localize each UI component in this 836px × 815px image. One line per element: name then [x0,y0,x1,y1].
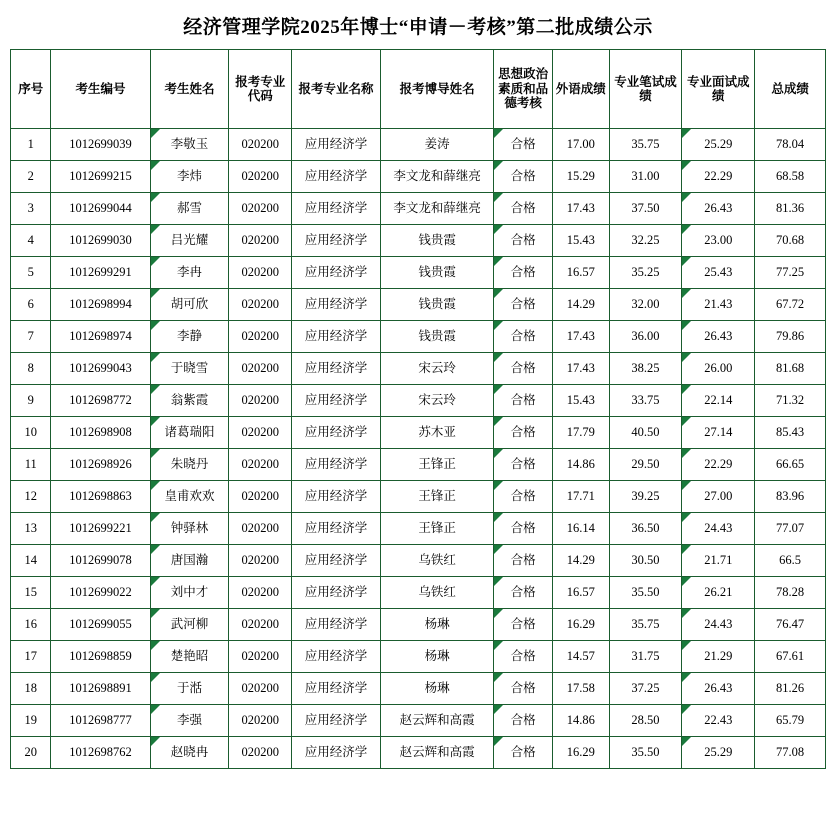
cell-written-exam-score: 39.25 [609,481,682,513]
cell-written-exam-score: 38.25 [609,353,682,385]
cell-total-score: 66.5 [755,545,826,577]
cell-total-score: 77.07 [755,513,826,545]
cell-candidate-name: 诸葛瑞阳 [150,417,229,449]
cell-advisor-name: 钱贵霞 [381,289,494,321]
cell-written-exam-score: 31.75 [609,641,682,673]
cell-index: 9 [11,385,51,417]
cell-index: 15 [11,577,51,609]
cell-major-code: 020200 [229,289,292,321]
cell-candidate-name: 楚艳昭 [150,641,229,673]
cell-major-code: 020200 [229,449,292,481]
cell-candidate-name: 钟驿林 [150,513,229,545]
cell-written-exam-score: 31.00 [609,161,682,193]
column-header-foreign-language-score: 外语成绩 [552,50,609,129]
table-row [11,161,826,193]
table-body [11,129,826,769]
grades-table [10,49,826,769]
cell-written-exam-score: 35.25 [609,257,682,289]
cell-written-exam-score: 29.50 [609,449,682,481]
table-row [11,545,826,577]
cell-index: 18 [11,673,51,705]
cell-advisor-name: 乌铁红 [381,577,494,609]
cell-major-name: 应用经济学 [292,609,381,641]
cell-index: 5 [11,257,51,289]
cell-ideology-check: 合格 [494,353,553,385]
cell-total-score: 77.25 [755,257,826,289]
cell-exam-number: 1012699078 [51,545,150,577]
cell-foreign-language-score: 16.29 [552,609,609,641]
cell-ideology-check: 合格 [494,705,553,737]
cell-written-exam-score: 37.25 [609,673,682,705]
cell-total-score: 71.32 [755,385,826,417]
cell-exam-number: 1012698891 [51,673,150,705]
cell-candidate-name: 刘中才 [150,577,229,609]
cell-written-exam-score: 40.50 [609,417,682,449]
cell-foreign-language-score: 14.29 [552,289,609,321]
cell-exam-number: 1012699221 [51,513,150,545]
cell-ideology-check: 合格 [494,737,553,769]
header-row [11,50,826,129]
column-header-interview-score: 专业面试成绩 [682,50,755,129]
cell-index: 17 [11,641,51,673]
cell-total-score: 81.68 [755,353,826,385]
table-row [11,257,826,289]
cell-major-code: 020200 [229,385,292,417]
cell-interview-score: 25.29 [682,737,755,769]
cell-foreign-language-score: 15.43 [552,225,609,257]
cell-written-exam-score: 35.75 [609,609,682,641]
cell-major-code: 020200 [229,513,292,545]
cell-index: 2 [11,161,51,193]
cell-exam-number: 1012699022 [51,577,150,609]
cell-total-score: 83.96 [755,481,826,513]
cell-major-code: 020200 [229,609,292,641]
cell-foreign-language-score: 17.71 [552,481,609,513]
cell-index: 3 [11,193,51,225]
cell-interview-score: 22.29 [682,161,755,193]
table-row [11,289,826,321]
cell-foreign-language-score: 16.29 [552,737,609,769]
cell-foreign-language-score: 15.29 [552,161,609,193]
cell-candidate-name: 武河柳 [150,609,229,641]
column-header-major-name: 报考专业名称 [292,50,381,129]
cell-total-score: 85.43 [755,417,826,449]
page-title: 经济管理学院2025年博士“申请－考核”第二批成绩公示 [183,17,653,38]
cell-written-exam-score: 36.50 [609,513,682,545]
cell-foreign-language-score: 17.43 [552,353,609,385]
cell-advisor-name: 钱贵霞 [381,321,494,353]
cell-candidate-name: 李敬玉 [150,129,229,161]
cell-interview-score: 25.43 [682,257,755,289]
cell-major-name: 应用经济学 [292,225,381,257]
cell-major-name: 应用经济学 [292,481,381,513]
cell-major-code: 020200 [229,225,292,257]
cell-exam-number: 1012698863 [51,481,150,513]
cell-advisor-name: 宋云玲 [381,385,494,417]
cell-candidate-name: 李强 [150,705,229,737]
cell-foreign-language-score: 14.29 [552,545,609,577]
cell-exam-number: 1012698762 [51,737,150,769]
cell-candidate-name: 翁紫霞 [150,385,229,417]
cell-total-score: 67.72 [755,289,826,321]
column-header-written-exam-score: 专业笔试成绩 [609,50,682,129]
table-row [11,673,826,705]
cell-exam-number: 1012698974 [51,321,150,353]
cell-advisor-name: 赵云辉和高霞 [381,737,494,769]
cell-total-score: 81.36 [755,193,826,225]
cell-written-exam-score: 32.00 [609,289,682,321]
cell-candidate-name: 朱晓丹 [150,449,229,481]
cell-exam-number: 1012698908 [51,417,150,449]
cell-candidate-name: 于湉 [150,673,229,705]
table-row [11,417,826,449]
table-row [11,449,826,481]
cell-foreign-language-score: 14.86 [552,705,609,737]
cell-ideology-check: 合格 [494,673,553,705]
cell-index: 19 [11,705,51,737]
column-header-candidate-name: 考生姓名 [150,50,229,129]
cell-foreign-language-score: 17.00 [552,129,609,161]
cell-major-name: 应用经济学 [292,385,381,417]
cell-ideology-check: 合格 [494,449,553,481]
cell-major-name: 应用经济学 [292,321,381,353]
table-row [11,353,826,385]
cell-major-name: 应用经济学 [292,193,381,225]
cell-major-name: 应用经济学 [292,641,381,673]
cell-advisor-name: 姜涛 [381,129,494,161]
cell-major-name: 应用经济学 [292,513,381,545]
cell-ideology-check: 合格 [494,161,553,193]
cell-foreign-language-score: 14.57 [552,641,609,673]
cell-major-name: 应用经济学 [292,289,381,321]
column-header-advisor-name: 报考博导姓名 [381,50,494,129]
cell-written-exam-score: 30.50 [609,545,682,577]
cell-interview-score: 26.43 [682,673,755,705]
column-header-exam-number: 考生编号 [51,50,150,129]
cell-interview-score: 21.29 [682,641,755,673]
cell-interview-score: 21.71 [682,545,755,577]
cell-total-score: 81.26 [755,673,826,705]
cell-total-score: 77.08 [755,737,826,769]
cell-ideology-check: 合格 [494,289,553,321]
cell-written-exam-score: 35.50 [609,577,682,609]
column-header-total-score: 总成绩 [755,50,826,129]
cell-interview-score: 24.43 [682,513,755,545]
cell-foreign-language-score: 14.86 [552,449,609,481]
cell-ideology-check: 合格 [494,385,553,417]
cell-major-code: 020200 [229,161,292,193]
cell-major-code: 020200 [229,705,292,737]
cell-major-code: 020200 [229,353,292,385]
cell-index: 10 [11,417,51,449]
cell-candidate-name: 于晓雪 [150,353,229,385]
cell-foreign-language-score: 16.57 [552,257,609,289]
table-row [11,577,826,609]
cell-exam-number: 1012699043 [51,353,150,385]
cell-advisor-name: 李文龙和薛继亮 [381,193,494,225]
cell-candidate-name: 吕光耀 [150,225,229,257]
table-row [11,225,826,257]
cell-foreign-language-score: 17.43 [552,321,609,353]
cell-interview-score: 26.00 [682,353,755,385]
cell-interview-score: 25.29 [682,129,755,161]
cell-major-code: 020200 [229,673,292,705]
cell-candidate-name: 皇甫欢欢 [150,481,229,513]
table-row [11,641,826,673]
cell-major-name: 应用经济学 [292,161,381,193]
cell-advisor-name: 赵云辉和高霞 [381,705,494,737]
cell-major-code: 020200 [229,321,292,353]
cell-ideology-check: 合格 [494,225,553,257]
cell-foreign-language-score: 16.14 [552,513,609,545]
cell-interview-score: 23.00 [682,225,755,257]
table-row [11,737,826,769]
table-row [11,321,826,353]
cell-major-name: 应用经济学 [292,449,381,481]
cell-major-code: 020200 [229,193,292,225]
cell-major-name: 应用经济学 [292,129,381,161]
cell-ideology-check: 合格 [494,193,553,225]
cell-index: 20 [11,737,51,769]
cell-major-name: 应用经济学 [292,353,381,385]
cell-candidate-name: 李静 [150,321,229,353]
cell-candidate-name: 郝雪 [150,193,229,225]
cell-total-score: 66.65 [755,449,826,481]
cell-advisor-name: 杨琳 [381,673,494,705]
cell-advisor-name: 王锋正 [381,481,494,513]
table-row [11,193,826,225]
cell-major-name: 应用经济学 [292,577,381,609]
cell-major-code: 020200 [229,545,292,577]
cell-exam-number: 1012699030 [51,225,150,257]
cell-index: 6 [11,289,51,321]
cell-exam-number: 1012698772 [51,385,150,417]
cell-exam-number: 1012699044 [51,193,150,225]
cell-index: 11 [11,449,51,481]
cell-major-name: 应用经济学 [292,417,381,449]
cell-major-name: 应用经济学 [292,673,381,705]
cell-major-name: 应用经济学 [292,737,381,769]
cell-interview-score: 26.21 [682,577,755,609]
grades-table-container [0,49,836,769]
cell-major-code: 020200 [229,257,292,289]
cell-candidate-name: 李炜 [150,161,229,193]
cell-advisor-name: 杨琳 [381,609,494,641]
cell-written-exam-score: 35.75 [609,129,682,161]
cell-advisor-name: 宋云玲 [381,353,494,385]
cell-written-exam-score: 35.50 [609,737,682,769]
cell-foreign-language-score: 17.79 [552,417,609,449]
cell-major-name: 应用经济学 [292,545,381,577]
cell-candidate-name: 赵晓冉 [150,737,229,769]
cell-interview-score: 24.43 [682,609,755,641]
cell-interview-score: 22.14 [682,385,755,417]
cell-ideology-check: 合格 [494,545,553,577]
column-header-index: 序号 [11,50,51,129]
cell-major-name: 应用经济学 [292,705,381,737]
cell-advisor-name: 杨琳 [381,641,494,673]
cell-index: 16 [11,609,51,641]
cell-total-score: 76.47 [755,609,826,641]
cell-candidate-name: 唐国瀚 [150,545,229,577]
cell-exam-number: 1012698859 [51,641,150,673]
cell-candidate-name: 胡可欣 [150,289,229,321]
cell-index: 14 [11,545,51,577]
cell-advisor-name: 钱贵霞 [381,257,494,289]
cell-interview-score: 26.43 [682,321,755,353]
cell-exam-number: 1012698926 [51,449,150,481]
cell-total-score: 78.04 [755,129,826,161]
cell-exam-number: 1012699291 [51,257,150,289]
cell-interview-score: 27.00 [682,481,755,513]
cell-ideology-check: 合格 [494,481,553,513]
table-row [11,513,826,545]
cell-exam-number: 1012699055 [51,609,150,641]
cell-foreign-language-score: 15.43 [552,385,609,417]
column-header-ideology-check: 思想政治素质和品德考核 [494,50,553,129]
cell-foreign-language-score: 17.58 [552,673,609,705]
cell-advisor-name: 李文龙和薛继亮 [381,161,494,193]
cell-total-score: 65.79 [755,705,826,737]
cell-major-code: 020200 [229,641,292,673]
cell-major-name: 应用经济学 [292,257,381,289]
table-header [11,50,826,129]
cell-major-code: 020200 [229,481,292,513]
cell-ideology-check: 合格 [494,417,553,449]
cell-exam-number: 1012699215 [51,161,150,193]
cell-interview-score: 22.29 [682,449,755,481]
cell-interview-score: 26.43 [682,193,755,225]
cell-total-score: 78.28 [755,577,826,609]
cell-index: 12 [11,481,51,513]
cell-ideology-check: 合格 [494,321,553,353]
cell-exam-number: 1012699039 [51,129,150,161]
cell-written-exam-score: 37.50 [609,193,682,225]
cell-index: 7 [11,321,51,353]
cell-candidate-name: 李冉 [150,257,229,289]
cell-exam-number: 1012698994 [51,289,150,321]
cell-ideology-check: 合格 [494,641,553,673]
table-row [11,609,826,641]
cell-written-exam-score: 36.00 [609,321,682,353]
cell-index: 8 [11,353,51,385]
cell-interview-score: 22.43 [682,705,755,737]
cell-written-exam-score: 32.25 [609,225,682,257]
cell-advisor-name: 王锋正 [381,513,494,545]
cell-exam-number: 1012698777 [51,705,150,737]
cell-ideology-check: 合格 [494,257,553,289]
cell-advisor-name: 王锋正 [381,449,494,481]
cell-total-score: 79.86 [755,321,826,353]
cell-written-exam-score: 28.50 [609,705,682,737]
cell-major-code: 020200 [229,129,292,161]
cell-major-code: 020200 [229,737,292,769]
cell-total-score: 67.61 [755,641,826,673]
cell-ideology-check: 合格 [494,513,553,545]
table-row [11,385,826,417]
cell-ideology-check: 合格 [494,609,553,641]
cell-foreign-language-score: 17.43 [552,193,609,225]
cell-major-code: 020200 [229,417,292,449]
cell-total-score: 68.58 [755,161,826,193]
cell-ideology-check: 合格 [494,129,553,161]
cell-index: 13 [11,513,51,545]
cell-major-code: 020200 [229,577,292,609]
cell-advisor-name: 苏木亚 [381,417,494,449]
column-header-major-code: 报考专业代码 [229,50,292,129]
cell-advisor-name: 乌铁红 [381,545,494,577]
table-row [11,129,826,161]
cell-index: 4 [11,225,51,257]
table-row [11,481,826,513]
cell-written-exam-score: 33.75 [609,385,682,417]
table-row [11,705,826,737]
cell-foreign-language-score: 16.57 [552,577,609,609]
cell-advisor-name: 钱贵霞 [381,225,494,257]
cell-ideology-check: 合格 [494,577,553,609]
cell-total-score: 70.68 [755,225,826,257]
cell-index: 1 [11,129,51,161]
cell-interview-score: 21.43 [682,289,755,321]
cell-interview-score: 27.14 [682,417,755,449]
